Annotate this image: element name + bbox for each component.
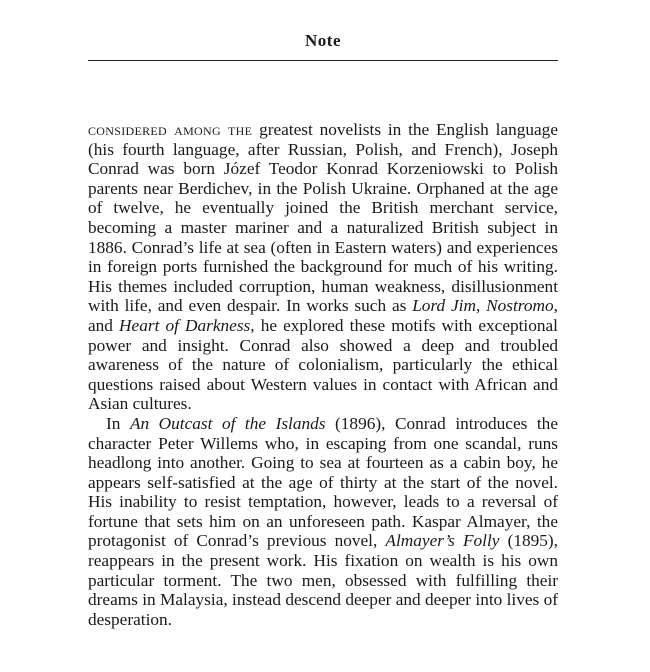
small-caps-lead-in: considered among the — [88, 120, 253, 139]
paragraph-2 — [88, 414, 558, 630]
page-title: Note — [305, 31, 341, 50]
document-page — [88, 0, 558, 629]
book-title-lord-jim-nostromo: Lord Jim, Nostromo — [412, 296, 554, 316]
text-segment: (1895), reappears in the present work. His fixation on wealth is his own particular torment. The two men, obsessed with fulfilling their dreams in Malaysia, instead descend deeper and deeper into lives of desperation. — [88, 531, 558, 629]
book-title-almayers-folly: Almayer’s Folly — [385, 531, 500, 551]
title-rule — [88, 60, 558, 61]
book-title-an-outcast-of-the-islands: An Outcast of the Islands — [129, 413, 326, 433]
note-body — [88, 120, 558, 629]
text-segment: greatest novelists in the English language (his fourth language, after Russian, Polish, and French), Joseph Conrad was born Józef Teodor Konrad Korzeniowski to Polish parents near Berdichev, in the Polish Ukraine. Orphaned at the age of twelve, he eventually joined the British merchant service, becoming a master mariner and a naturalized British subject in 1886. Conrad’s life at sea (often in Eastern waters) and experiences in foreign ports furnished the background for much of his writing. His themes included corruption, human weakness, disillusionment with life, and even despair. In works such as — [88, 120, 558, 316]
text-segment: , and — [88, 296, 558, 335]
paragraph-1 — [88, 120, 558, 414]
text-segment: (1896), Conrad introduces the character Peter Willems who, in escaping from one scandal, runs headlong into another. Going to sea at fourteen as a cabin boy, he appears self-satisfied at the age of thirty at the start of the novel. His inability to resist temptation, however, leads to a reversal of fortune that sets him on an unforeseen path. Kaspar Almayer, the protagonist of Conrad’s previous novel, — [88, 413, 558, 551]
text-segment: In — [106, 413, 130, 433]
book-title-heart-of-darkness: Heart of Darkness — [119, 315, 251, 335]
text-segment: , he explored these motifs with exceptional power and insight. Conrad also showed a deep and troubled awareness of the nature of colonialism, particularly the ethical questions raised about Western values in contact with African and Asian cultures. — [88, 315, 558, 414]
